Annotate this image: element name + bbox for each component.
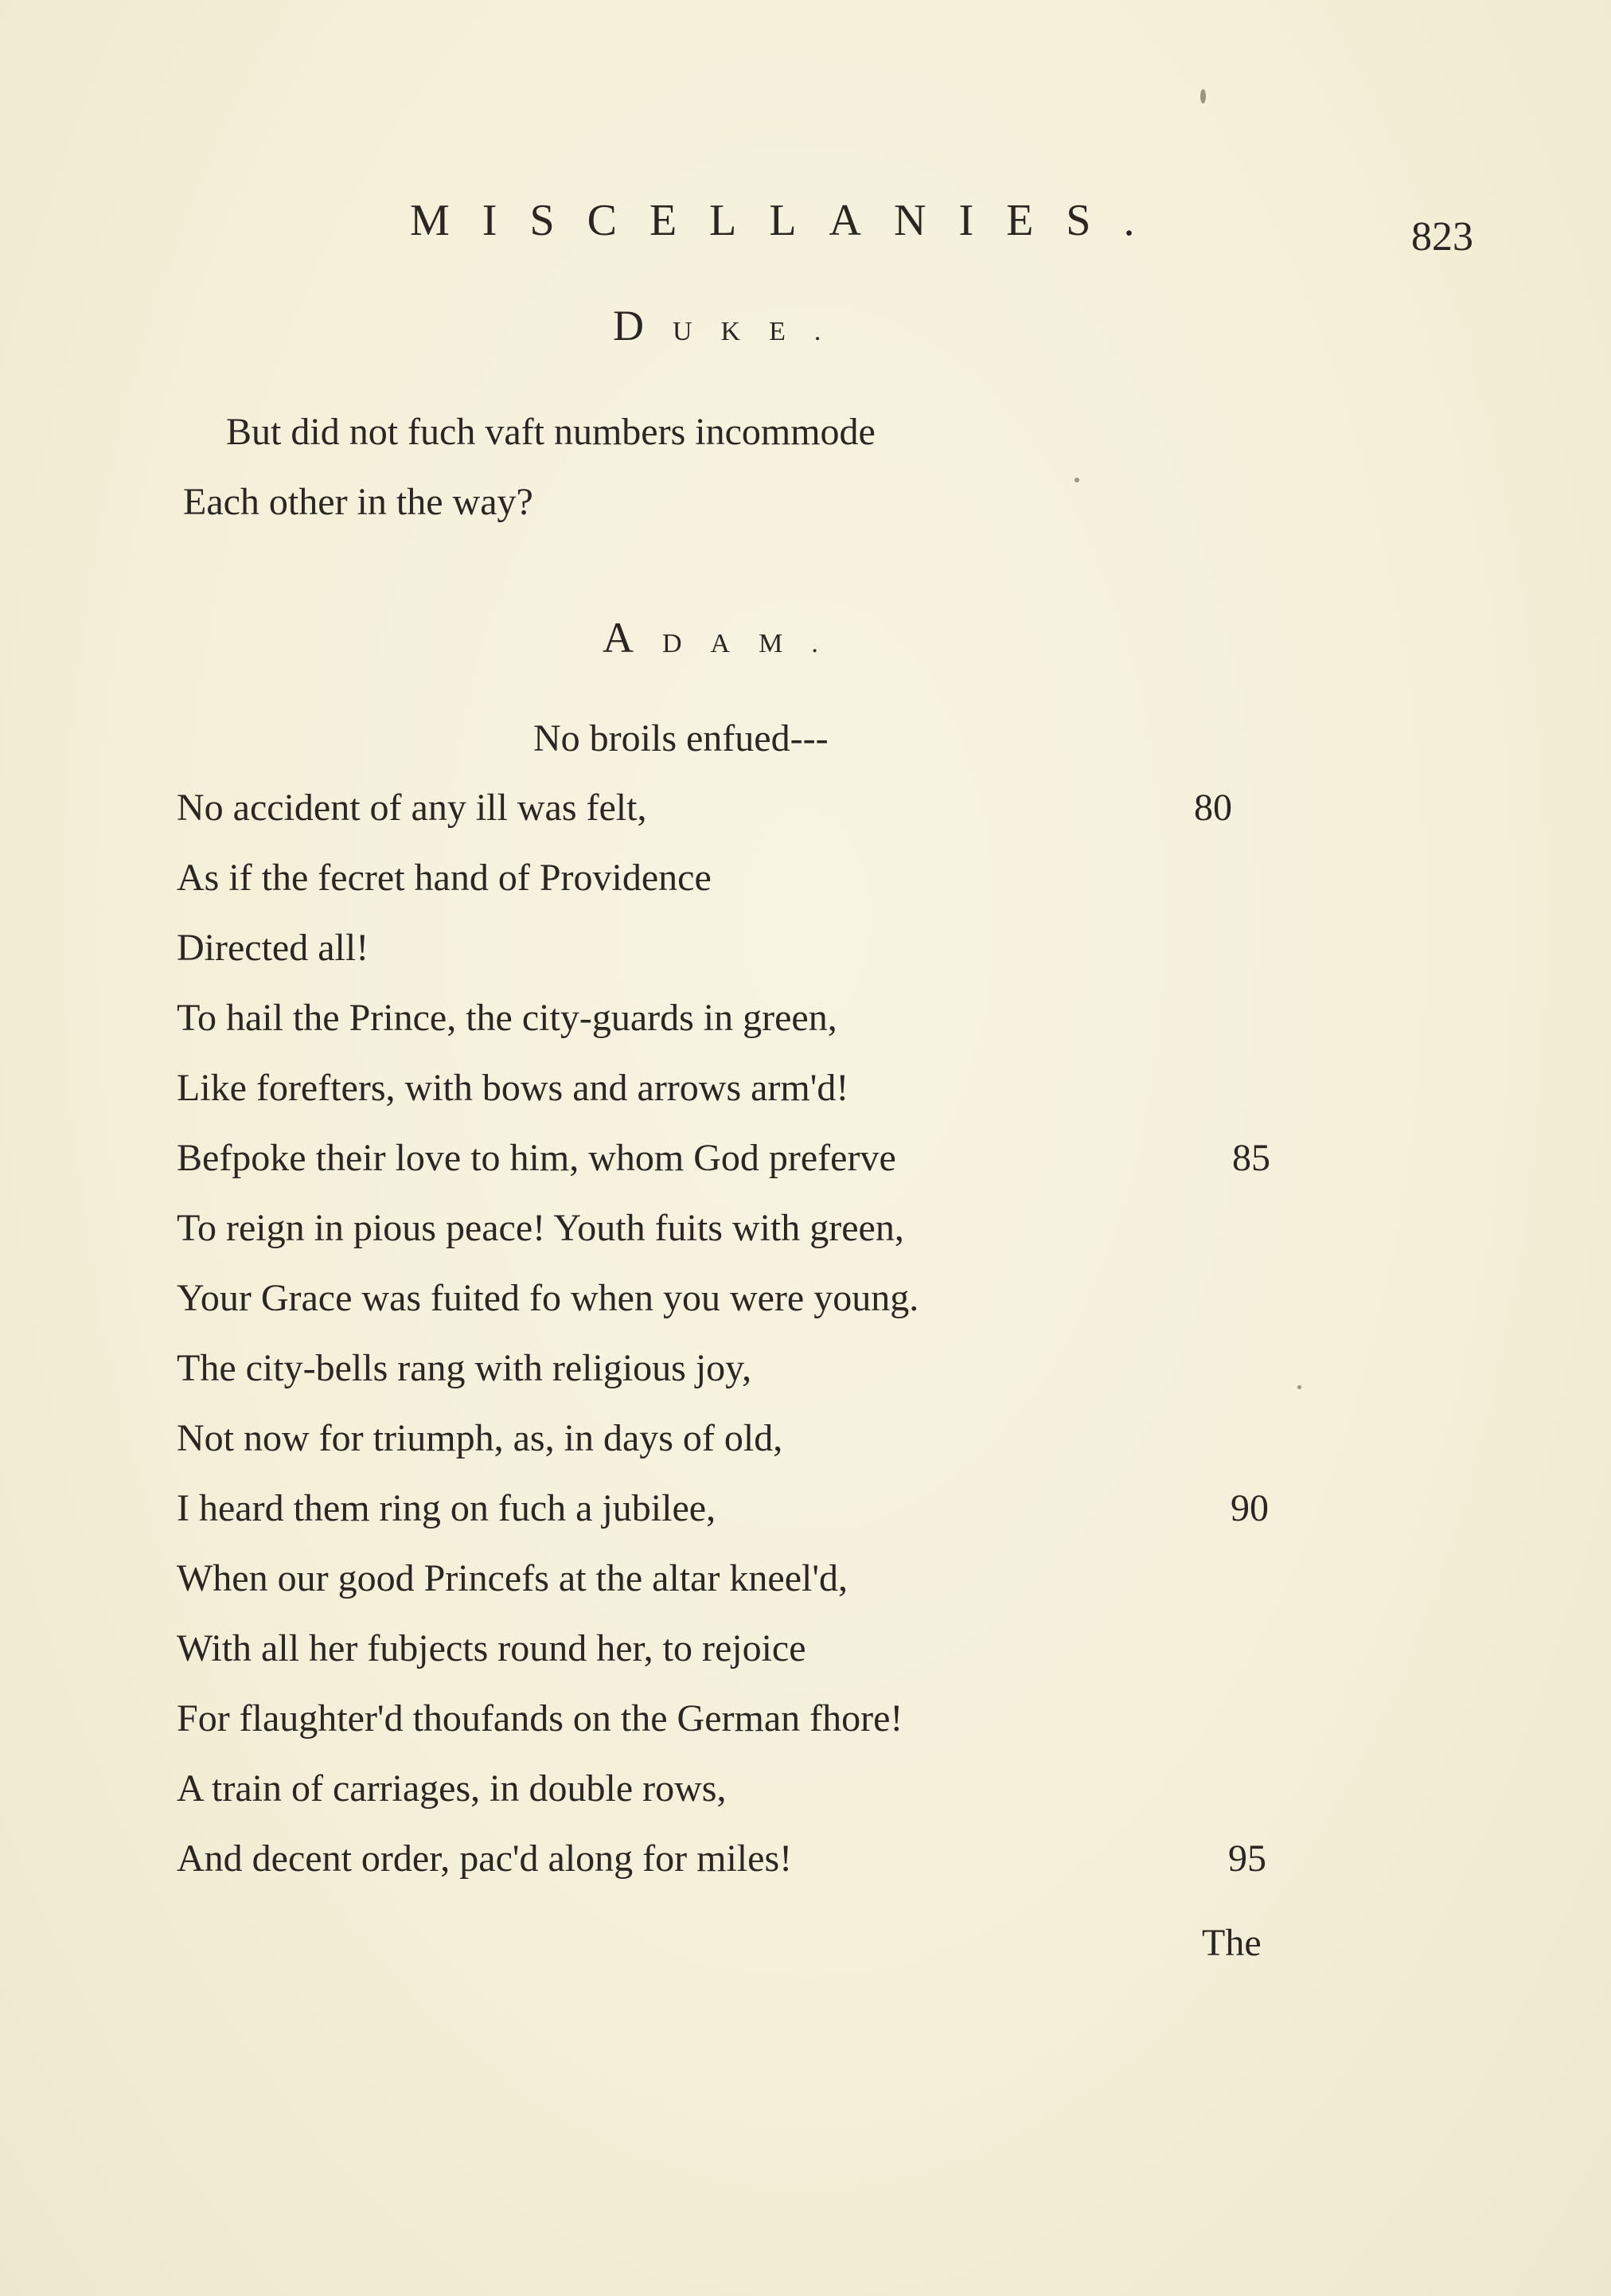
verse-line: Like forefters, with bows and arrows arm'd! <box>177 1067 849 1109</box>
verse-line: And decent order, pac'd along for miles! <box>177 1837 793 1880</box>
verse-line: To hail the Prince, the city-guards in green, <box>177 997 837 1039</box>
speaker-rest: UKE. <box>673 317 850 346</box>
catchword: The <box>1202 1922 1262 1964</box>
verse-line: Directed all! <box>177 927 369 969</box>
paper-speck <box>1297 1385 1301 1389</box>
verse-line: Not now for triumph, as, in days of old, <box>177 1417 783 1459</box>
speaker-initial: D <box>613 302 673 349</box>
speaker-heading-duke <box>613 301 849 350</box>
running-head: MISCELLANIES. <box>410 196 1168 245</box>
paper-speck <box>1200 89 1206 103</box>
line-number: 90 <box>1231 1487 1269 1529</box>
verse-line: No accident of any ill was felt, <box>177 787 647 829</box>
paper-speck <box>1075 478 1079 482</box>
speaker-initial: A <box>603 614 662 662</box>
verse-line: But did not fuch vaft numbers incommode <box>226 411 876 453</box>
verse-line: Your Grace was fuited fo when you were young. <box>177 1277 919 1319</box>
verse-line: Befpoke their love to him, whom God preferve <box>177 1137 896 1179</box>
line-number: 95 <box>1228 1837 1266 1880</box>
line-number: 85 <box>1232 1137 1270 1179</box>
speaker-heading-adam <box>603 613 847 662</box>
verse-line: To reign in pious peace! Youth fuits with green, <box>177 1207 904 1249</box>
verse-line: With all her fubjects round her, to rejoice <box>177 1627 806 1669</box>
verse-line: For flaughter'd thoufands on the German fhore! <box>177 1697 903 1740</box>
verse-line: No broils enfued--- <box>533 717 829 759</box>
verse-line: I heard them ring on fuch a jubilee, <box>177 1487 716 1529</box>
verse-line: The city-bells rang with religious joy, <box>177 1347 752 1389</box>
verse-line: A train of carriages, in double rows, <box>177 1767 727 1810</box>
verse-line: As if the fecret hand of Providence <box>177 857 712 899</box>
line-number: 80 <box>1194 787 1232 829</box>
speaker-rest: DAM. <box>662 629 847 658</box>
verse-line: Each other in the way? <box>183 481 533 523</box>
verse-line: When our good Princefs at the altar kneel'd, <box>177 1557 848 1599</box>
page-number: 823 <box>1411 214 1473 260</box>
